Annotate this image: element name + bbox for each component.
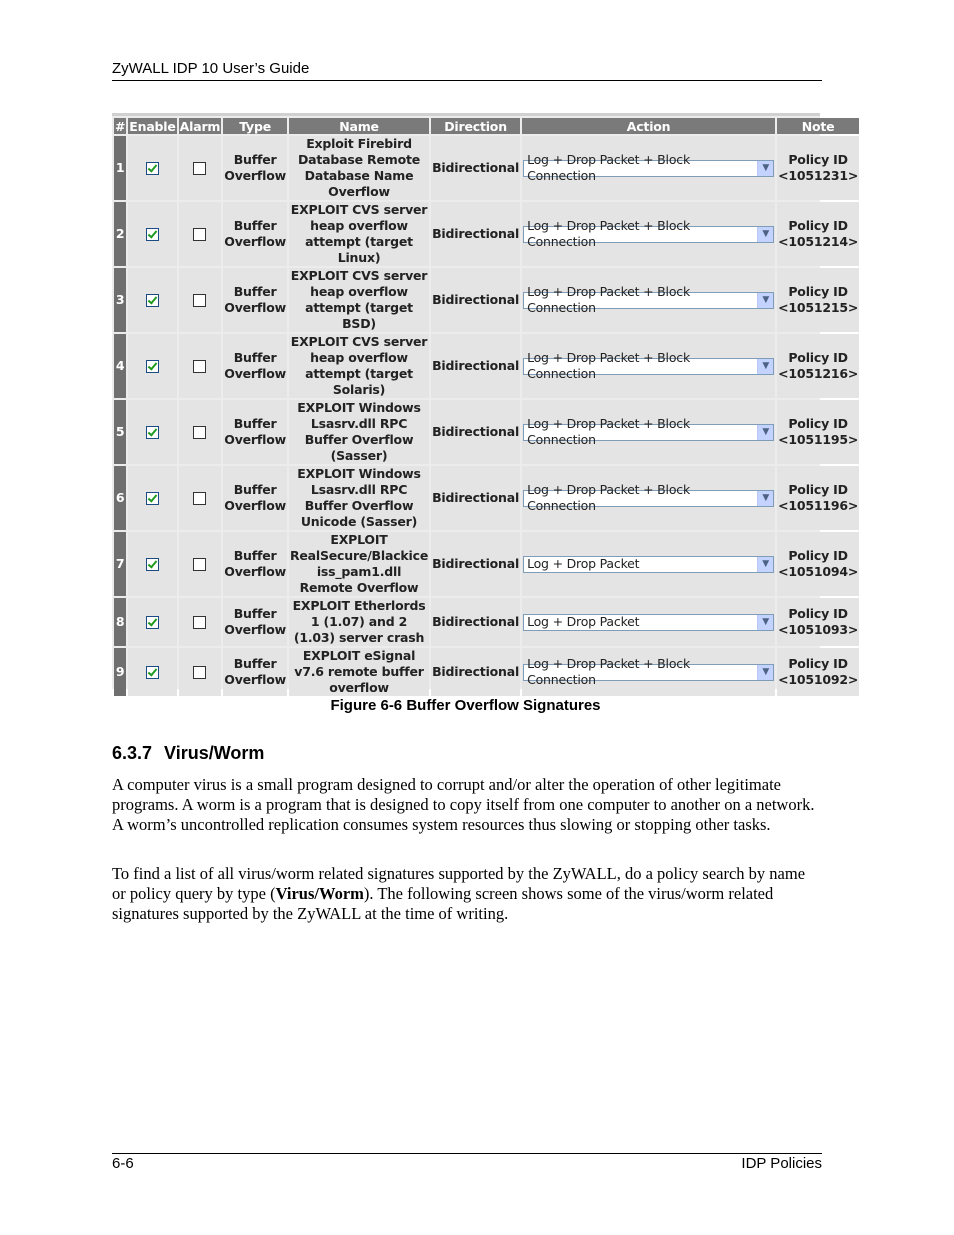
alarm-checkbox[interactable]	[193, 426, 206, 439]
chevron-down-icon[interactable]: ▼	[757, 161, 773, 176]
figure-caption: Figure 6-6 Buffer Overflow Signatures	[330, 697, 601, 714]
name-cell: EXPLOIT eSignal v7.6 remote buffer overflow	[289, 648, 429, 696]
row-number: 6	[114, 466, 126, 530]
alarm-checkbox[interactable]	[193, 162, 206, 175]
note-cell: Policy ID <1051231>	[777, 136, 859, 200]
note-cell: Policy ID <1051092>	[777, 648, 859, 696]
alarm-checkbox[interactable]	[193, 492, 206, 505]
table-row	[114, 466, 859, 530]
action-cell	[522, 400, 775, 464]
action-select-value: Log + Drop Packet + Block Connection	[527, 350, 690, 381]
alarm-cell	[179, 400, 222, 464]
row-number: 2	[114, 202, 126, 266]
column-header-direction: Direction	[431, 118, 520, 134]
direction-cell: Bidirectional	[431, 136, 520, 200]
paragraph-find-signatures	[112, 864, 822, 924]
row-number: 3	[114, 268, 126, 332]
table-row	[114, 648, 859, 696]
direction-cell: Bidirectional	[431, 598, 520, 646]
type-cell: Buffer Overflow	[223, 532, 287, 596]
footer-rule	[112, 1153, 822, 1154]
page-number: 6-6	[112, 1155, 134, 1172]
note-cell: Policy ID <1051196>	[777, 466, 859, 530]
action-select-value: Log + Drop Packet + Block Connection	[527, 656, 690, 687]
action-cell	[522, 136, 775, 200]
column-header-alarm: Alarm	[179, 118, 221, 134]
enable-checkbox[interactable]	[146, 162, 159, 175]
chevron-down-icon[interactable]: ▼	[757, 557, 773, 572]
column-header-name: Name	[289, 118, 429, 134]
action-select-value: Log + Drop Packet	[527, 556, 640, 571]
section-number: 6.3.7	[112, 743, 153, 763]
table-row	[114, 532, 859, 596]
column-header-number: #	[115, 118, 126, 134]
column-header-action: Action	[522, 118, 775, 134]
chevron-down-icon[interactable]: ▼	[757, 293, 773, 308]
section-title: Virus/Worm	[164, 743, 265, 763]
section-heading	[112, 743, 264, 764]
name-cell: EXPLOIT CVS server heap overflow attempt (target BSD)	[290, 268, 428, 331]
direction-cell: Bidirectional	[431, 202, 520, 266]
chevron-down-icon[interactable]: ▼	[757, 359, 773, 374]
emphasis-virus-worm: Virus/Worm	[275, 884, 364, 903]
name-cell: EXPLOIT Etherlords 1 (1.07) and 2 (1.03) server crash	[289, 598, 429, 646]
action-select[interactable]	[523, 284, 774, 315]
column-header-type: Type	[223, 118, 287, 134]
action-select-value: Log + Drop Packet + Block Connection	[527, 416, 690, 447]
type-cell: Buffer Overflow	[223, 648, 287, 696]
action-select[interactable]	[523, 482, 774, 513]
enable-checkbox[interactable]	[146, 558, 159, 571]
row-number: 7	[114, 532, 126, 596]
enable-checkbox[interactable]	[146, 228, 159, 241]
action-cell	[522, 334, 775, 398]
running-header: ZyWALL IDP 10 User’s Guide	[112, 60, 310, 77]
alarm-cell	[179, 598, 222, 646]
alarm-cell	[179, 466, 222, 530]
row-number: 8	[114, 598, 126, 646]
row-number: 9	[114, 648, 126, 696]
alarm-cell	[179, 136, 222, 200]
direction-cell: Bidirectional	[431, 400, 520, 464]
type-cell: Buffer Overflow	[223, 268, 287, 332]
name-cell: EXPLOIT CVS server heap overflow attempt (target Solaris)	[290, 334, 428, 397]
type-cell: Buffer Overflow	[223, 136, 287, 200]
enable-cell	[128, 648, 176, 696]
name-cell: EXPLOIT Windows Lsasrv.dll RPC Buffer Overflow Unicode (Sasser)	[289, 466, 429, 530]
name-cell: EXPLOIT RealSecure/Blackice iss_pam1.dll Remote Overflow	[289, 532, 429, 595]
note-cell: Policy ID <1051094>	[777, 532, 859, 596]
row-number: 4	[114, 334, 126, 398]
column-header-enable: Enable	[129, 118, 176, 134]
chevron-down-icon[interactable]: ▼	[757, 615, 773, 630]
action-select-value: Log + Drop Packet + Block Connection	[527, 218, 690, 249]
action-select[interactable]	[523, 218, 774, 249]
column-header-note: Note	[777, 118, 859, 134]
alarm-checkbox[interactable]	[193, 558, 206, 571]
chevron-down-icon[interactable]: ▼	[757, 491, 773, 506]
direction-cell: Bidirectional	[431, 648, 520, 696]
action-select-value: Log + Drop Packet + Block Connection	[527, 152, 690, 183]
table-row	[114, 598, 859, 646]
alarm-cell	[179, 268, 222, 332]
type-cell: Buffer Overflow	[223, 466, 287, 530]
direction-cell: Bidirectional	[431, 532, 520, 596]
action-cell	[522, 532, 775, 596]
table-row	[114, 268, 859, 332]
paragraph-text: ). The following screen shows some of the virus/worm related signatures supported by the ZyWALL at the time of writing.	[112, 884, 774, 923]
table-header-row	[114, 118, 859, 134]
action-select[interactable]	[523, 614, 774, 631]
alarm-checkbox[interactable]	[193, 294, 206, 307]
type-cell: Buffer Overflow	[223, 202, 287, 266]
enable-checkbox[interactable]	[146, 426, 159, 439]
note-cell: Policy ID <1051216>	[777, 334, 859, 398]
type-cell: Buffer Overflow	[223, 598, 287, 646]
enable-cell	[128, 202, 176, 266]
direction-cell: Bidirectional	[431, 466, 520, 530]
alarm-cell	[179, 532, 222, 596]
enable-checkbox[interactable]	[146, 294, 159, 307]
enable-cell	[128, 268, 176, 332]
chevron-down-icon[interactable]: ▼	[757, 425, 773, 440]
type-cell: Buffer Overflow	[223, 334, 287, 398]
action-select-value: Log + Drop Packet + Block Connection	[527, 482, 690, 513]
alarm-checkbox[interactable]	[193, 616, 206, 629]
enable-checkbox[interactable]	[146, 360, 159, 373]
enable-cell	[128, 400, 176, 464]
enable-cell	[128, 598, 176, 646]
action-cell	[522, 598, 775, 646]
name-cell: EXPLOIT CVS server heap overflow attempt (target Linux)	[290, 202, 428, 265]
alarm-checkbox[interactable]	[193, 666, 206, 679]
action-select[interactable]	[523, 350, 774, 381]
table-row	[114, 400, 859, 464]
enable-cell	[128, 136, 176, 200]
action-select[interactable]	[523, 656, 774, 687]
table-row	[114, 334, 859, 398]
direction-cell: Bidirectional	[431, 268, 520, 332]
paragraph-virus-definition: A computer virus is a small program designed to corrupt and/or alter the operation of other legitimate programs. A worm is a program that is designed to copy itself from one computer to another on a network. A worm’s uncontrolled replication consumes system resources thus slowing or stopping other tasks.	[112, 775, 815, 834]
row-number: 1	[114, 136, 126, 200]
action-select[interactable]	[523, 416, 774, 447]
note-cell: Policy ID <1051093>	[777, 598, 859, 646]
signature-table	[112, 116, 861, 698]
type-cell: Buffer Overflow	[223, 400, 287, 464]
alarm-cell	[179, 648, 222, 696]
table-row	[114, 202, 859, 266]
table-row	[114, 136, 859, 200]
enable-checkbox[interactable]	[146, 616, 159, 629]
action-select[interactable]	[523, 152, 774, 183]
alarm-cell	[179, 334, 222, 398]
action-select[interactable]	[523, 556, 774, 573]
enable-checkbox[interactable]	[146, 666, 159, 679]
alarm-cell	[179, 202, 222, 266]
action-cell	[522, 648, 775, 696]
action-cell	[522, 202, 775, 266]
alarm-checkbox[interactable]	[193, 228, 206, 241]
note-cell: Policy ID <1051215>	[777, 268, 859, 332]
enable-cell	[128, 532, 176, 596]
alarm-checkbox[interactable]	[193, 360, 206, 373]
note-cell: Policy ID <1051195>	[777, 400, 859, 464]
action-select-value: Log + Drop Packet + Block Connection	[527, 284, 690, 315]
enable-cell	[128, 334, 176, 398]
chapter-name: IDP Policies	[741, 1155, 822, 1172]
enable-checkbox[interactable]	[146, 492, 159, 505]
signature-screenshot	[112, 113, 859, 695]
action-cell	[522, 268, 775, 332]
row-number: 5	[114, 400, 126, 464]
chevron-down-icon[interactable]: ▼	[757, 227, 773, 242]
paragraph-text: To find a list of all virus/worm related signatures supported by the ZyWALL, do a policy search by name or policy query by type (	[112, 864, 806, 903]
header-rule	[112, 80, 822, 81]
action-cell	[522, 466, 775, 530]
chevron-down-icon[interactable]: ▼	[757, 665, 773, 680]
signature-table-body	[114, 136, 859, 696]
enable-cell	[128, 466, 176, 530]
action-select-value: Log + Drop Packet	[527, 614, 640, 629]
name-cell: Exploit Firebird Database Remote Database Name Overflow	[289, 136, 429, 200]
direction-cell: Bidirectional	[431, 334, 520, 398]
note-cell: Policy ID <1051214>	[777, 202, 859, 266]
name-cell: EXPLOIT Windows Lsasrv.dll RPC Buffer Overflow (Sasser)	[289, 400, 429, 464]
